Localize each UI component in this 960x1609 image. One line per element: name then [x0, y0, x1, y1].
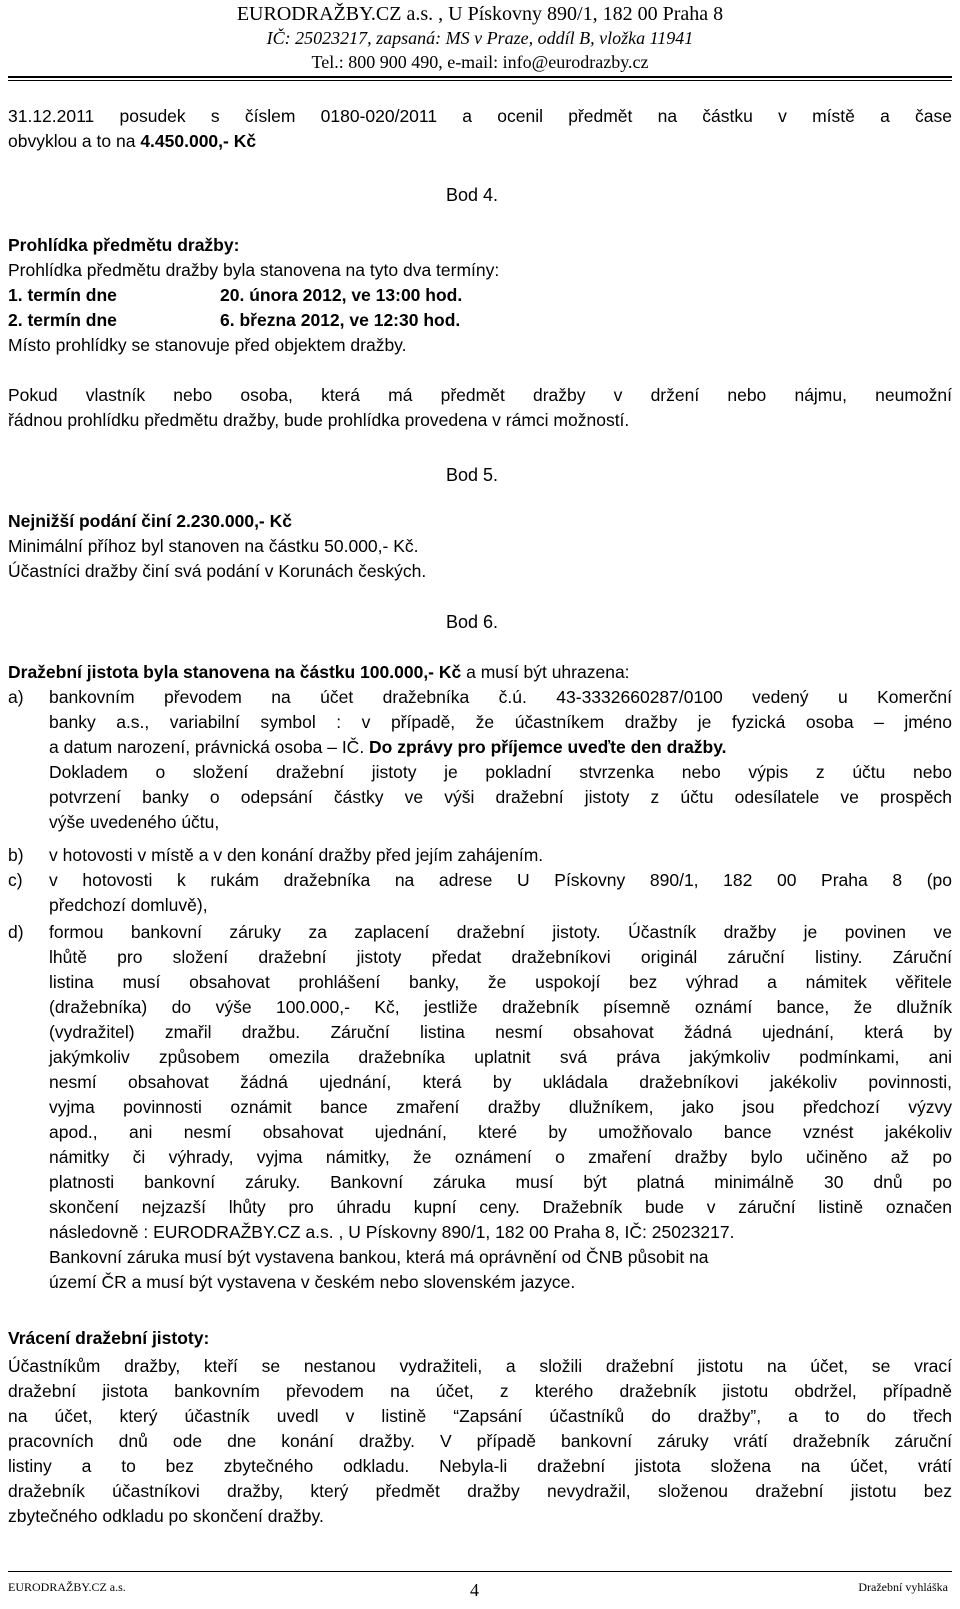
deposit-title: [8, 660, 952, 685]
option-d-line: území ČR a musí být vystavena v českém nebo slovenském jazyce.: [49, 1272, 576, 1292]
option-d-line: apod., ani nesmí obsahovat ujednání, které by umožňovalo bance vznést jakékoliv: [49, 1122, 952, 1142]
option-a-line-2: banky a.s., variabilní symbol : v případě, že účastníkem dražby je fyzická osoba – jméno: [49, 712, 952, 732]
option-d-line: (vydražitel) zmařil dražbu. Záruční listina nesmí obsahovat žádná ujednání, která by: [49, 1022, 952, 1042]
inspection-title: Prohlídka předmětu dražby:: [8, 235, 240, 255]
payment-option-c: [8, 868, 952, 918]
refund-title: Vrácení dražební jistoty:: [8, 1328, 210, 1348]
section-heading-bod-4: Bod 4.: [446, 185, 499, 205]
deposit-title-rest: a musí být uhrazena:: [461, 662, 630, 682]
option-a-line-4: Dokladem o složení dražební jistoty je pokladní stvrzenka nebo výpis z účtu nebo: [49, 762, 952, 782]
refund-line: dražebník účastníkovi dražby, který předmět dražby nevydražil, složenou dražební jistotu bez: [8, 1481, 952, 1501]
option-d-line: (dražebníka) do výše 100.000,- Kč, jestliže dražebník písemně oznámí bance, že dlužník: [49, 997, 952, 1017]
header-divider-thin: [8, 80, 952, 81]
intro-line-2: [8, 129, 952, 154]
option-c-line-2: předchozí domluvě),: [49, 895, 208, 915]
option-a-line-3: [49, 735, 952, 760]
option-a-line-3-text: a datum narození, právnická osoba – IČ.: [49, 737, 370, 757]
option-c-line-1: v hotovosti k rukám dražebníka na adrese U Pískovny 890/1, 182 00 Praha 8 (po: [49, 870, 952, 890]
option-d-body: [49, 920, 952, 1295]
intro-line-1: 31.12.2011 posudek s číslem 0180-020/2011 a ocenil předmět na částku v místě a čase: [8, 106, 952, 126]
option-d-line: Bankovní záruka musí být vystavena bankou, která má oprávnění od ČNB působit na: [49, 1247, 709, 1267]
option-a-body: [49, 685, 952, 835]
option-d-line: formou bankovní záruky za zaplacení dražební jistoty. Účastník dražby je povinen ve: [49, 922, 952, 942]
minimum-increment: Minimální příhoz byl stanoven na částku 50.000,- Kč.: [8, 536, 419, 556]
option-a-line-5: potvrzení banky o odepsání částky ve výši dražební jistoty z účtu odesílatele ve prospěch: [49, 787, 952, 807]
option-d-line: lhůtě pro složení dražební jistoty předat dražebníkovi originál záruční listiny. Záruční: [49, 947, 952, 967]
intro-text: obvyklou a to na: [8, 131, 141, 151]
term-2-label: 2. termín dne: [8, 310, 117, 330]
option-d-line: skončení nejzazší lhůty pro úhradu kupní ceny. Dražebník bude v záruční listině označen: [49, 1197, 952, 1217]
option-d-line: listina musí obsahovat prohlášení banky, že uspokojí bez výhrad a námitek věřitele: [49, 972, 952, 992]
term-1-value: 20. února 2012, ve 13:00 hod.: [220, 285, 463, 305]
option-d-line: jakýmkoliv způsobem omezila dražebníka uplatnit svá práva jakýmkoliv podmínkami, ani: [49, 1047, 952, 1067]
option-a-line-1: bankovním převodem na účet dražebníka č.ú. 43-3332660287/0100 vedený u Komerční: [49, 687, 952, 707]
option-c-label: c): [8, 870, 23, 890]
term-1-label: 1. termín dne: [8, 285, 117, 305]
refund-line: pracovních dnů ode dne konání dražby. V případě bankovní záruky vrátí dražebník záruční: [8, 1431, 952, 1451]
payment-option-a: [8, 685, 952, 860]
letterhead: [160, 2, 800, 74]
refund-line: dražební jistota bankovním převodem na účet, z kterého dražebník jistotu obdržel, případně: [8, 1381, 952, 1401]
option-a-line-6: výše uvedeného účtu,: [49, 812, 220, 832]
inspection-para-line-2: řádnou prohlídku předmětu dražby, bude prohlídka provedena v rámci možností.: [8, 410, 630, 430]
option-b-label: b): [8, 845, 24, 865]
refund-line: zbytečného odkladu po skončení dražby.: [8, 1506, 324, 1526]
section-heading-bod-6: Bod 6.: [446, 612, 499, 632]
refund-line: Účastníkům dražby, kteří se nestanou vydražiteli, a složili dražební jistotu na účet, se vrací: [8, 1356, 952, 1376]
section-heading-bod-5: Bod 5.: [446, 465, 499, 485]
letterhead-ic: IČ: 25023217,: [266, 28, 372, 48]
term-2-value: 6. března 2012, ve 12:30 hod.: [220, 310, 461, 330]
inspection-para-line-1: Pokud vlastník nebo osoba, která má předmět dražby v držení nebo nájmu, neumožní: [8, 385, 952, 405]
option-d-line: následovně : EURODRAŽBY.CZ a.s. , U Pískovny 890/1, 182 00 Praha 8, IČ: 25023217.: [49, 1222, 735, 1242]
option-d-line: námitky či výhrady, vyjma námitky, že oznámení o zmaření dražby bylo učiněno až po: [49, 1147, 952, 1167]
intro-price: 4.450.000,- Kč: [140, 131, 257, 151]
option-a-note: Do zprávy pro příjemce uveďte den dražby.: [369, 737, 727, 757]
inspection-term-1: [8, 283, 952, 308]
inspection-term-2: [8, 308, 952, 333]
deposit-amount: Dražební jistota byla stanovena na částku 100.000,- Kč: [8, 662, 462, 682]
bid-currency: Účastníci dražby činí svá podání v Korunách českých.: [8, 561, 427, 581]
letterhead-company: EURODRAŽBY.CZ a.s. , U Pískovny 890/1, 182 00 Praha 8: [236, 3, 724, 25]
letterhead-register: zapsaná: MS v Praze, oddíl B, vložka 11941: [376, 28, 694, 48]
option-a-label: a): [8, 687, 24, 707]
footer-company: EURODRAŽBY.CZ a.s.: [8, 1580, 126, 1594]
lowest-bid: Nejnižší podání činí 2.230.000,- Kč: [8, 511, 292, 531]
payment-option-d: [8, 920, 952, 1295]
refund-line: na účet, který účastník uvedl v listině “Zapsání účastníků do dražby”, a to do třech: [8, 1406, 952, 1426]
option-d-line: nesmí obsahovat žádná ujednání, která by ukládala dražebníkovi jakékoliv povinnosti,: [49, 1072, 952, 1092]
letterhead-registration: [160, 26, 800, 50]
option-d-line: platnosti bankovní záruky. Bankovní záruka musí být platná minimálně 30 dnů po: [49, 1172, 952, 1192]
option-b-line-1: v hotovosti v místě a v den konání dražby před jejím zahájením.: [49, 845, 544, 865]
header-divider: [8, 76, 952, 78]
inspection-place: Místo prohlídky se stanovuje před objektem dražby.: [8, 335, 407, 355]
inspection-intro: Prohlídka předmětu dražby byla stanovena na tyto dva termíny:: [8, 260, 500, 280]
footer-divider: [8, 1571, 952, 1572]
page-number: 4: [470, 1580, 479, 1600]
letterhead-contact: Tel.: 800 900 490, e-mail: info@eurodrazby.cz: [311, 52, 649, 72]
payment-option-b: [8, 843, 952, 868]
option-c-body: [49, 868, 952, 918]
refund-line: listiny a to bez zbytečného odkladu. Nebyla-li dražební jistota složena na účet, vrátí: [8, 1456, 952, 1476]
option-d-line: vyjma povinnosti oznámit bance zmaření dražby dlužníkem, jako jsou předchozí výzvy: [49, 1097, 952, 1117]
option-d-label: d): [8, 922, 24, 942]
footer-document-title: Dražební vyhláška: [858, 1580, 948, 1594]
